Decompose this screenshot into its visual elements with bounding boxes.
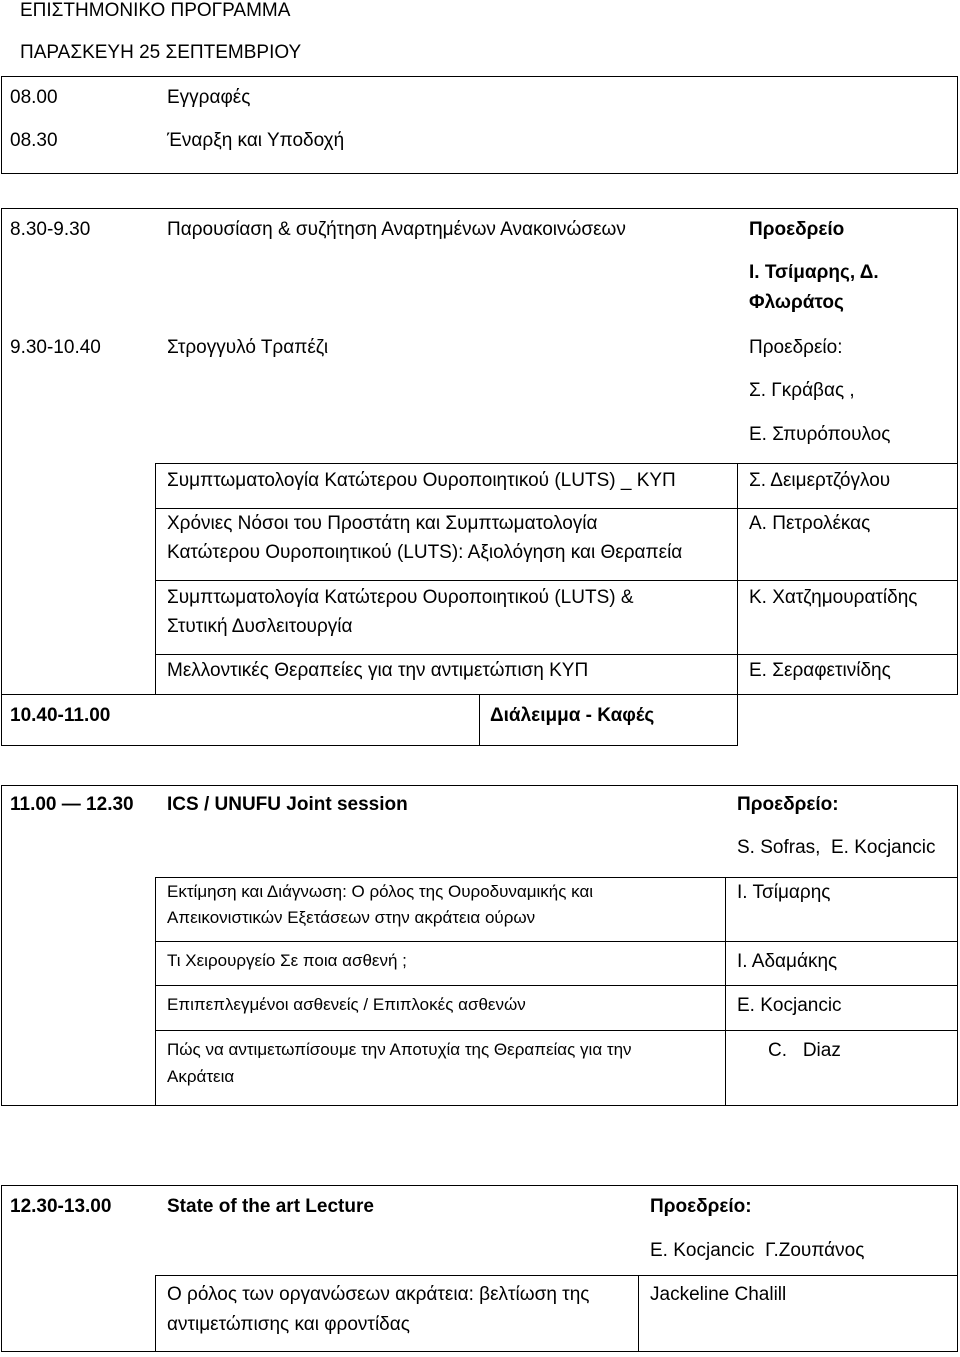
talk-speaker: C. Diaz — [768, 1040, 841, 1061]
table-rule — [737, 463, 738, 694]
talk-speaker: Ε. Σεραφετινίδης — [749, 660, 891, 681]
table-rule — [155, 508, 958, 509]
talk-title: αντιμετώπισης και φροντίδας — [167, 1314, 410, 1335]
chair-names: E. Kocjancic Γ.Ζουπάνος — [650, 1240, 865, 1261]
talk-title: Χρόνιες Νόσοι του Προστάτη και Συμπτωματολογία — [167, 513, 598, 534]
session-time: 11.00 — 12.30 — [10, 794, 134, 815]
talk-speaker: E. Kocjancic — [737, 995, 842, 1016]
table-rule — [1, 745, 738, 746]
chair-name: Ι. Τσίμαρης, Δ. — [749, 262, 879, 283]
session-title: Στρογγυλό Τραπέζι — [167, 337, 329, 358]
table-rule — [1, 76, 958, 77]
chair-names: S. Sofras, E. Kocjancic — [737, 837, 936, 858]
talk-speaker: Κ. Χατζημουρατίδης — [749, 587, 918, 608]
table-rule — [155, 877, 958, 878]
table-rule — [155, 463, 958, 464]
table-rule — [1, 1351, 958, 1352]
chair-label: Προεδρείο: — [737, 794, 839, 815]
session-title: State of the art Lecture — [167, 1196, 374, 1217]
table-rule — [1, 208, 2, 745]
table-rule — [155, 877, 156, 1105]
table-rule — [155, 985, 958, 986]
table-rule — [957, 1185, 958, 1352]
schedule-item-title: Εγγραφές — [167, 87, 251, 108]
table-rule — [1, 1185, 958, 1186]
talk-speaker: Ι. Τσίμαρης — [737, 882, 831, 903]
table-rule — [1, 785, 2, 1106]
program-day: ΠΑΡΑΣΚΕΥΗ 25 ΣΕΠΤΕΜΒΡΙΟΥ — [20, 42, 302, 63]
table-rule — [155, 580, 958, 581]
talk-title: Πώς να αντιμετωπίσουμε την Αποτυχία της Θεραπείας για την — [167, 1040, 632, 1059]
talk-speaker: Σ. Δειμερτζόγλου — [749, 470, 891, 491]
session-time: 9.30-10.40 — [10, 337, 101, 358]
session-time: 12.30-13.00 — [10, 1196, 112, 1217]
session-title: ICS / UNUFU Joint session — [167, 794, 408, 815]
chair-name: Ε. Σπυρόπουλος — [749, 424, 891, 445]
table-rule — [957, 76, 958, 174]
talk-title: Συμπτωματολογία Κατώτερου Ουροποιητικού (LUTS) & — [167, 587, 634, 608]
talk-title: Τι Χειρουργείο Σε ποια ασθενή ; — [167, 951, 407, 970]
talk-speaker: Α. Πετρολέκας — [749, 513, 871, 534]
schedule-time: 08.00 — [10, 87, 58, 108]
table-rule — [155, 1275, 958, 1276]
table-rule — [479, 694, 480, 745]
table-rule — [155, 463, 156, 694]
session-time: 8.30-9.30 — [10, 219, 91, 240]
table-rule — [737, 694, 738, 745]
table-rule — [155, 654, 958, 655]
table-rule — [638, 1275, 639, 1351]
program-title: ΕΠΙΣΤΗΜΟΝΙΚΟ ΠΡΟΓΡΑΜΜΑ — [20, 0, 291, 21]
table-rule — [1, 1105, 958, 1106]
talk-title: Συμπτωματολογία Κατώτερου Ουροποιητικού (LUTS) _ ΚΥΠ — [167, 470, 676, 491]
talk-title: Επιπεπλεγμένοι ασθενείς / Επιπλοκές ασθενών — [167, 995, 526, 1014]
session-title: Παρουσίαση & συζήτηση Αναρτημένων Ανακοινώσεων — [167, 219, 626, 240]
table-rule — [1, 173, 958, 174]
table-rule — [1, 76, 2, 174]
schedule-item-title: Έναρξη και Υποδοχή — [167, 130, 345, 151]
talk-speaker: Ι. Αδαμάκης — [737, 951, 838, 972]
talk-title: Ακράτεια — [167, 1067, 235, 1086]
talk-title: Κατώτερου Ουροποιητικού (LUTS): Αξιολόγηση και Θεραπεία — [167, 542, 683, 563]
talk-speaker: Jackeline Chalill — [650, 1284, 787, 1305]
talk-title: Ο ρόλος των οργανώσεων ακράτεια: βελτίωση της — [167, 1284, 590, 1305]
table-rule — [155, 941, 958, 942]
table-rule — [1, 1185, 2, 1352]
chair-name: Σ. Γκράβας , — [749, 380, 855, 401]
chair-label: Προεδρείο — [749, 219, 845, 240]
talk-title: Εκτίμηση και Διάγνωση: Ο ρόλος της Ουροδυναμικής και — [167, 882, 594, 901]
break-title: Διάλειμμα - Καφές — [490, 705, 655, 726]
table-rule — [725, 877, 726, 1105]
table-rule — [957, 785, 958, 1106]
chair-label: Προεδρείο: — [650, 1196, 752, 1217]
table-rule — [155, 1030, 958, 1031]
table-rule — [957, 208, 958, 694]
talk-title: Απεικονιστικών Εξετάσεων στην ακράτεια ούρων — [167, 908, 536, 927]
table-rule — [1, 785, 958, 786]
chair-label: Προεδρείο: — [749, 337, 843, 358]
break-time: 10.40-11.00 — [10, 705, 111, 726]
talk-title: Στυτική Δυσλειτουργία — [167, 616, 353, 637]
schedule-time: 08.30 — [10, 130, 58, 151]
table-rule — [155, 1275, 156, 1351]
talk-title: Μελλοντικές Θεραπείες για την αντιμετώπιση ΚΥΠ — [167, 660, 589, 681]
table-rule — [1, 208, 958, 209]
chair-name: Φλωράτος — [749, 292, 844, 313]
